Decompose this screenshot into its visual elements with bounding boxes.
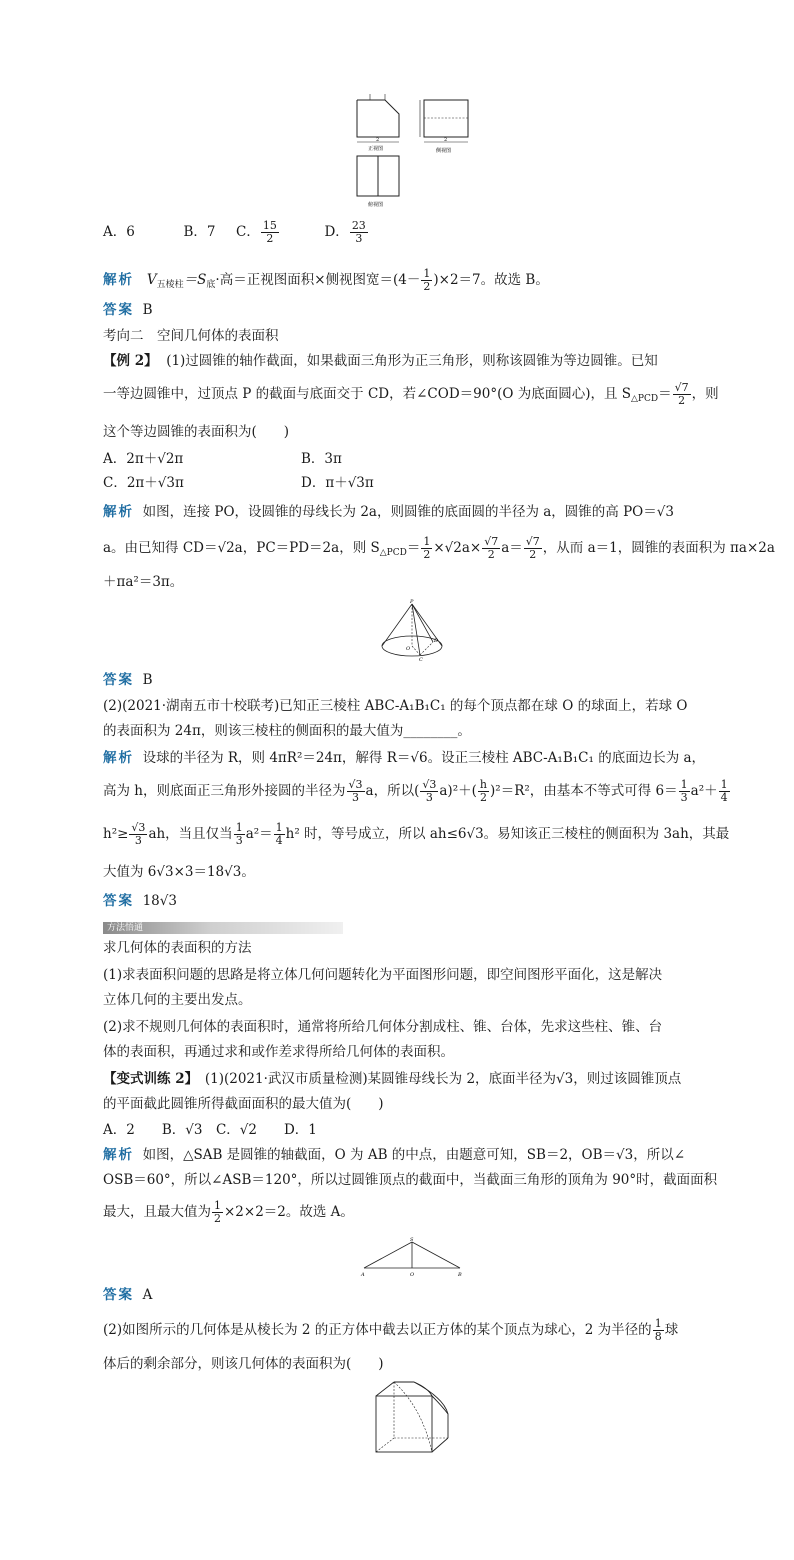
option-d[interactable]: D．π＋√3π <box>301 475 374 491</box>
example-tag: 【例 2】 <box>103 353 158 369</box>
option-c[interactable]: C．2π＋√3π <box>103 475 184 491</box>
ex2-line2: 一等边圆锥中，过顶点 P 的截面与底面交于 CD，若∠COD＝90°(O 为底面圆心)，且 $S_{\triangle PCD}=$ $\frac{√7}{2}$ ，则 <box>103 381 719 407</box>
solution-label: 解析 <box>103 272 134 288</box>
solution-label: 解析 <box>103 504 134 520</box>
point-s-label: S <box>410 1237 414 1243</box>
option-b[interactable]: B．7 <box>183 224 216 240</box>
answer-label: 答案 <box>103 1287 134 1303</box>
method-title: 求几何体的表面积的方法 <box>103 940 252 956</box>
ex2-2-sol-line3: h²≥ $\frac{√3}{3}$ ah，当且仅当 $\frac{1}{3}$ a²＝ $\frac{1}{4}$ h² 时，等号成立，所以 ah≤6√3。易知该正三棱柱的侧面积为 3ah，其最 <box>103 821 730 847</box>
option-b[interactable]: B．3π <box>301 451 342 467</box>
point-a-label: A <box>361 1272 365 1278</box>
answer-value: B <box>142 302 153 318</box>
top-view-label: 俯视图 <box>368 202 384 208</box>
answer-value: B <box>142 672 153 688</box>
answer-label: 答案 <box>103 893 134 909</box>
var2-line2: 的平面截此圆锥所得截面面积的最大值为( ) <box>103 1096 384 1112</box>
var2-2-line1: (2)如图所示的几何体是从棱长为 2 的正方体中截去以正方体的某个顶点为球心，2 为半径的 $\frac{1}{8}$ 球 <box>103 1317 679 1343</box>
section2-title: 考向二 空间几何体的表面积 <box>103 328 279 344</box>
var2-line1: 【变式训练 2】 (1)(2021·武汉市质量检测)某圆锥母线长为 2，底面半径为√3，则过该圆锥顶点 <box>103 1071 682 1087</box>
method-p1b: 立体几何的主要出发点。 <box>103 992 252 1008</box>
ex2-2-line1: (2)(2021·湖南五市十校联考)已知正三棱柱 ABC-A₁B₁C₁ 的每个顶点都在球 O 的球面上，若球 O <box>103 698 688 714</box>
method-p1a: (1)求表面积问题的思路是将立体几何问题转化为平面图形问题，即空间图形平面化，这是解决 <box>103 967 663 983</box>
ex2-2-sol-line4: 大值为 6√3×3＝18√3。 <box>103 864 255 880</box>
method-bar-label: 方法悟通 <box>107 923 144 933</box>
ex2-line3: 这个等边圆锥的表面积为( ) <box>103 424 290 440</box>
solution-label: 解析 <box>103 1147 134 1163</box>
ex2-options-row1 <box>103 450 342 468</box>
q1-options <box>103 220 369 245</box>
point-p-label: P <box>410 599 414 605</box>
answer-value: 18√3 <box>142 893 177 909</box>
ex2-answer1 <box>103 671 153 689</box>
answer-label: 答案 <box>103 302 134 318</box>
q1-solution: 解析 $V_{五棱柱}=S_底\cdot$高＝正视图面积×侧视图宽＝(4－ $\frac{1}{2}$ )×2＝7。故选 B。 <box>103 267 549 293</box>
var2-sol-line2: OSB＝60°，所以∠ASB＝120°，所以过圆锥顶点的截面中，当截面三角形的顶角为 90°时，截面面积 <box>103 1172 718 1188</box>
option-a[interactable]: A．2π＋√2π <box>103 451 184 467</box>
dim-side: 2 <box>444 137 448 143</box>
ex2-2-line2: 的表面积为 24π，则该三棱柱的侧面积的最大值为________。 <box>103 723 471 739</box>
three-view-figure <box>352 92 482 210</box>
ex2-2-sol-line1: 解析 设球的半径为 R，则 4πR²＝24π，解得 R＝√6。设正三棱柱 ABC-A₁B₁C₁ 的底面边长为 a， <box>103 750 706 766</box>
method-p2b: 体的表面积，再通过求和或作差求得所给几何体的表面积。 <box>103 1044 454 1060</box>
var2-sol-line3: 最大，且最大值为 $\frac{1}{2}$ ×2×2＝2。故选 A。 <box>103 1199 354 1225</box>
ex2-sol-line2: a。由已知得 CD＝√2a，PC＝PD＝2a，则 $S_{\triangle PCD}=$ $\frac{1}{2}$ ×√2a× $\frac{√7}{2}$ a＝ $\frac{√7}{2}$ ，从而 a＝1，圆锥的表面积为 πa×2a <box>103 535 775 561</box>
ex2-sol-line1: 解析 如图，连接 PO，设圆锥的母线长为 2a，则圆锥的底面圆的半径为 a，圆锥的高 PO＝√3 <box>103 504 674 520</box>
var2-options[interactable]: A．2 B．√3 C．√2 D．1 <box>103 1122 317 1138</box>
point-d-label: D <box>434 638 439 644</box>
cone-figure <box>376 598 448 662</box>
ex2-options-row2 <box>103 474 374 492</box>
answer-value: A <box>142 1287 153 1303</box>
triangle-figure <box>358 1234 468 1280</box>
var2-answer <box>103 1286 152 1304</box>
var2-2-line2: 体后的剩余部分，则该几何体的表面积为( ) <box>103 1356 384 1372</box>
answer-label: 答案 <box>103 672 134 688</box>
ex2-sol-line3: ＋πa²＝3π。 <box>103 574 184 590</box>
cube-figure <box>372 1378 452 1458</box>
dim-front: 2 <box>376 137 380 143</box>
side-view-label: 侧视图 <box>436 148 452 154</box>
point-b-label: B <box>458 1272 462 1278</box>
point-o-label: O <box>410 1272 415 1278</box>
method-bar <box>103 922 343 934</box>
var2-sol-line1: 解析 如图，△SAB 是圆锥的轴截面，O 为 AB 的中点，由题意可知，SB＝2，OB＝√3，所以∠ <box>103 1147 686 1163</box>
ex2-line1: 【例 2】 (1)过圆锥的轴作截面，如果截面三角形为正三角形，则称该圆锥为等边圆锥。已知 <box>103 353 658 369</box>
point-c-label: C <box>419 657 423 662</box>
ex2-2-sol-line2: 高为 h，则底面正三角形外接圆的半径为 $\frac{√3}{3}$ a，所以( $\frac{√3}{3}$ a)²＋( $\frac{h}{2}$ )²＝R²，由基本不等式可得 6＝ $\frac{1}{3}$ a²＋ $\frac{1}{4}$ <box>103 778 728 804</box>
option-d[interactable]: D． $\frac{23}{3}$ <box>324 219 366 245</box>
method-p2a: (2)求不规则几何体的表面积时，通常将所给几何体分割成柱、锥、台体，先求这些柱、锥、台 <box>103 1019 663 1035</box>
point-o-label: O <box>406 646 411 652</box>
ex2-answer2 <box>103 892 177 910</box>
q1-answer <box>103 301 153 319</box>
front-view-label: 正视图 <box>368 146 384 152</box>
variant-tag: 【变式训练 2】 <box>103 1071 192 1087</box>
solution-label: 解析 <box>103 750 134 766</box>
option-a[interactable]: A．6 <box>103 224 135 240</box>
option-c[interactable]: C． $\frac{15}{2}$ <box>236 219 277 245</box>
